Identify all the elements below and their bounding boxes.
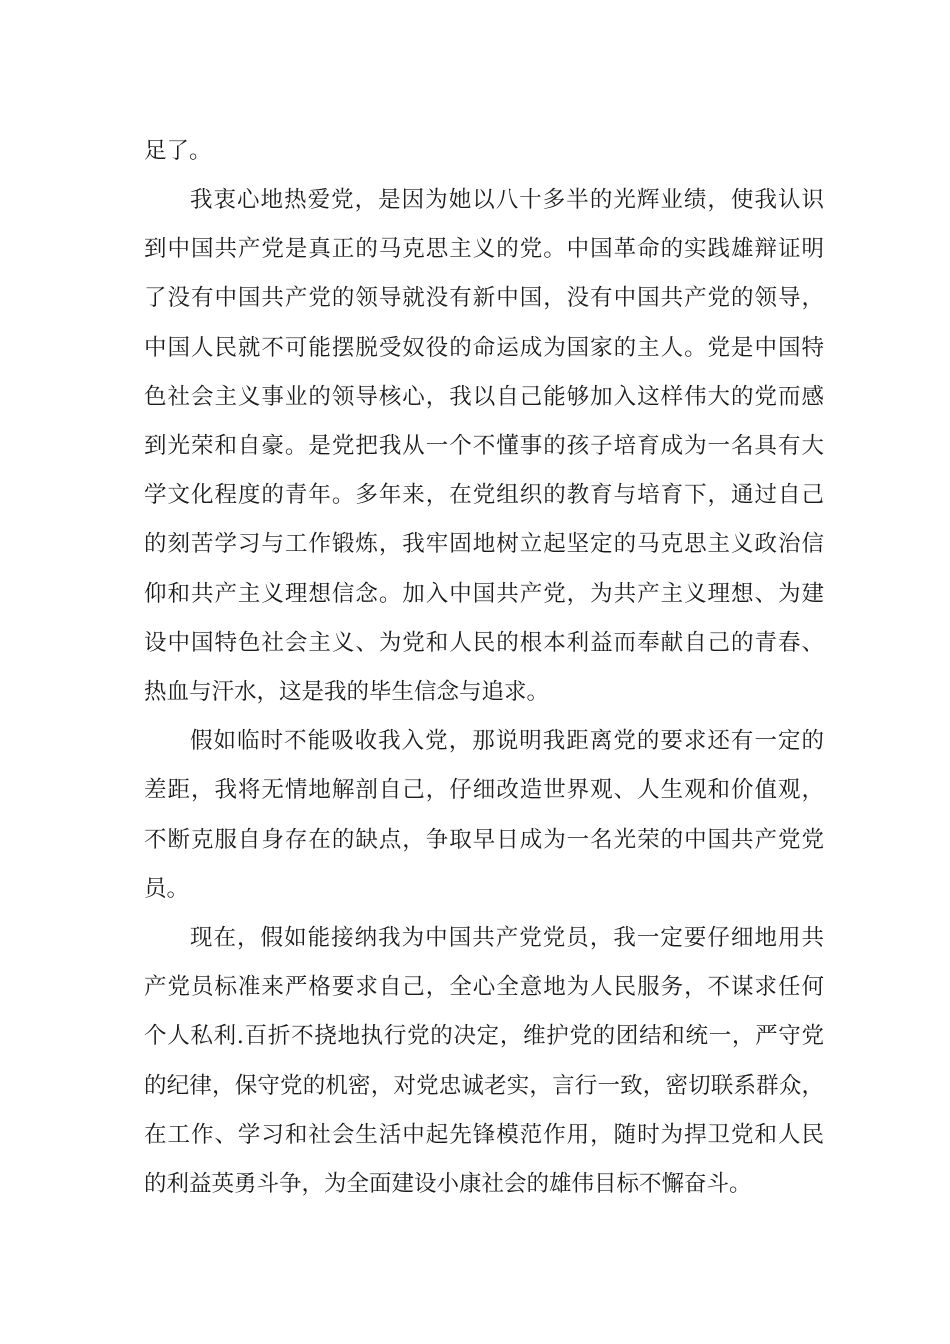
text-line: 到中国共产党是真正的马克思主义的党。中国革命的实践雄辩证明 — [144, 236, 824, 262]
text-line: 热血与汗水，这是我的毕生信念与追求。 — [144, 679, 550, 705]
paragraph-first-line: 我衷心地热爱党，是因为她以八十多半的光辉业绩，使我认识 — [190, 187, 824, 213]
text-line: 的利益英勇斗争，为全面建设小康社会的雄伟目标不懈奋斗。 — [144, 1171, 752, 1197]
text-line: 产党员标准来严格要求自己，全心全意地为人民服务，不谋求任何 — [144, 974, 824, 1000]
text-line: 了没有中国共产党的领导就没有新中国，没有中国共产党的领导， — [144, 285, 824, 311]
paragraph-first-line: 现在，假如能接纳我为中国共产党党员，我一定要仔细地用共 — [190, 925, 824, 951]
text-line: 到光荣和自豪。是党把我从一个不懂事的孩子培育成为一名具有大 — [144, 433, 824, 459]
text-line: 色社会主义事业的领导核心，我以自己能够加入这样伟大的党而感 — [144, 384, 824, 410]
paragraph-first-line: 假如临时不能吸收我入党，那说明我距离党的要求还有一定的 — [190, 728, 824, 754]
text-line: 员。 — [144, 876, 190, 902]
text-line: 的纪律，保守党的机密，对党忠诚老实，言行一致，密切联系群众， — [144, 1073, 824, 1099]
text-line: 不断克服自身存在的缺点，争取早日成为一名光荣的中国共产党党 — [144, 827, 824, 853]
text-line: 中国人民就不可能摆脱受奴役的命运成为国家的主人。党是中国特 — [144, 335, 824, 361]
text-line: 的刻苦学习与工作锻炼，我牢固地树立起坚定的马克思主义政治信 — [144, 531, 824, 557]
text-line: 设中国特色社会主义、为党和人民的根本利益而奉献自己的青春、 — [144, 630, 824, 656]
text-line: 足了。 — [144, 138, 212, 164]
text-line: 差距，我将无情地解剖自己，仔细改造世界观、人生观和价值观， — [144, 777, 824, 803]
text-line: 仰和共产主义理想信念。加入中国共产党，为共产主义理想、为建 — [144, 581, 824, 607]
text-line: 个人私利.百折不挠地执行党的决定，维护党的团结和统一，严守党 — [144, 1023, 824, 1049]
text-line: 学文化程度的青年。多年来，在党组织的教育与培育下，通过自己 — [144, 482, 824, 508]
text-line: 在工作、学习和社会生活中起先锋模范作用，随时为捍卫党和人民 — [144, 1122, 824, 1148]
